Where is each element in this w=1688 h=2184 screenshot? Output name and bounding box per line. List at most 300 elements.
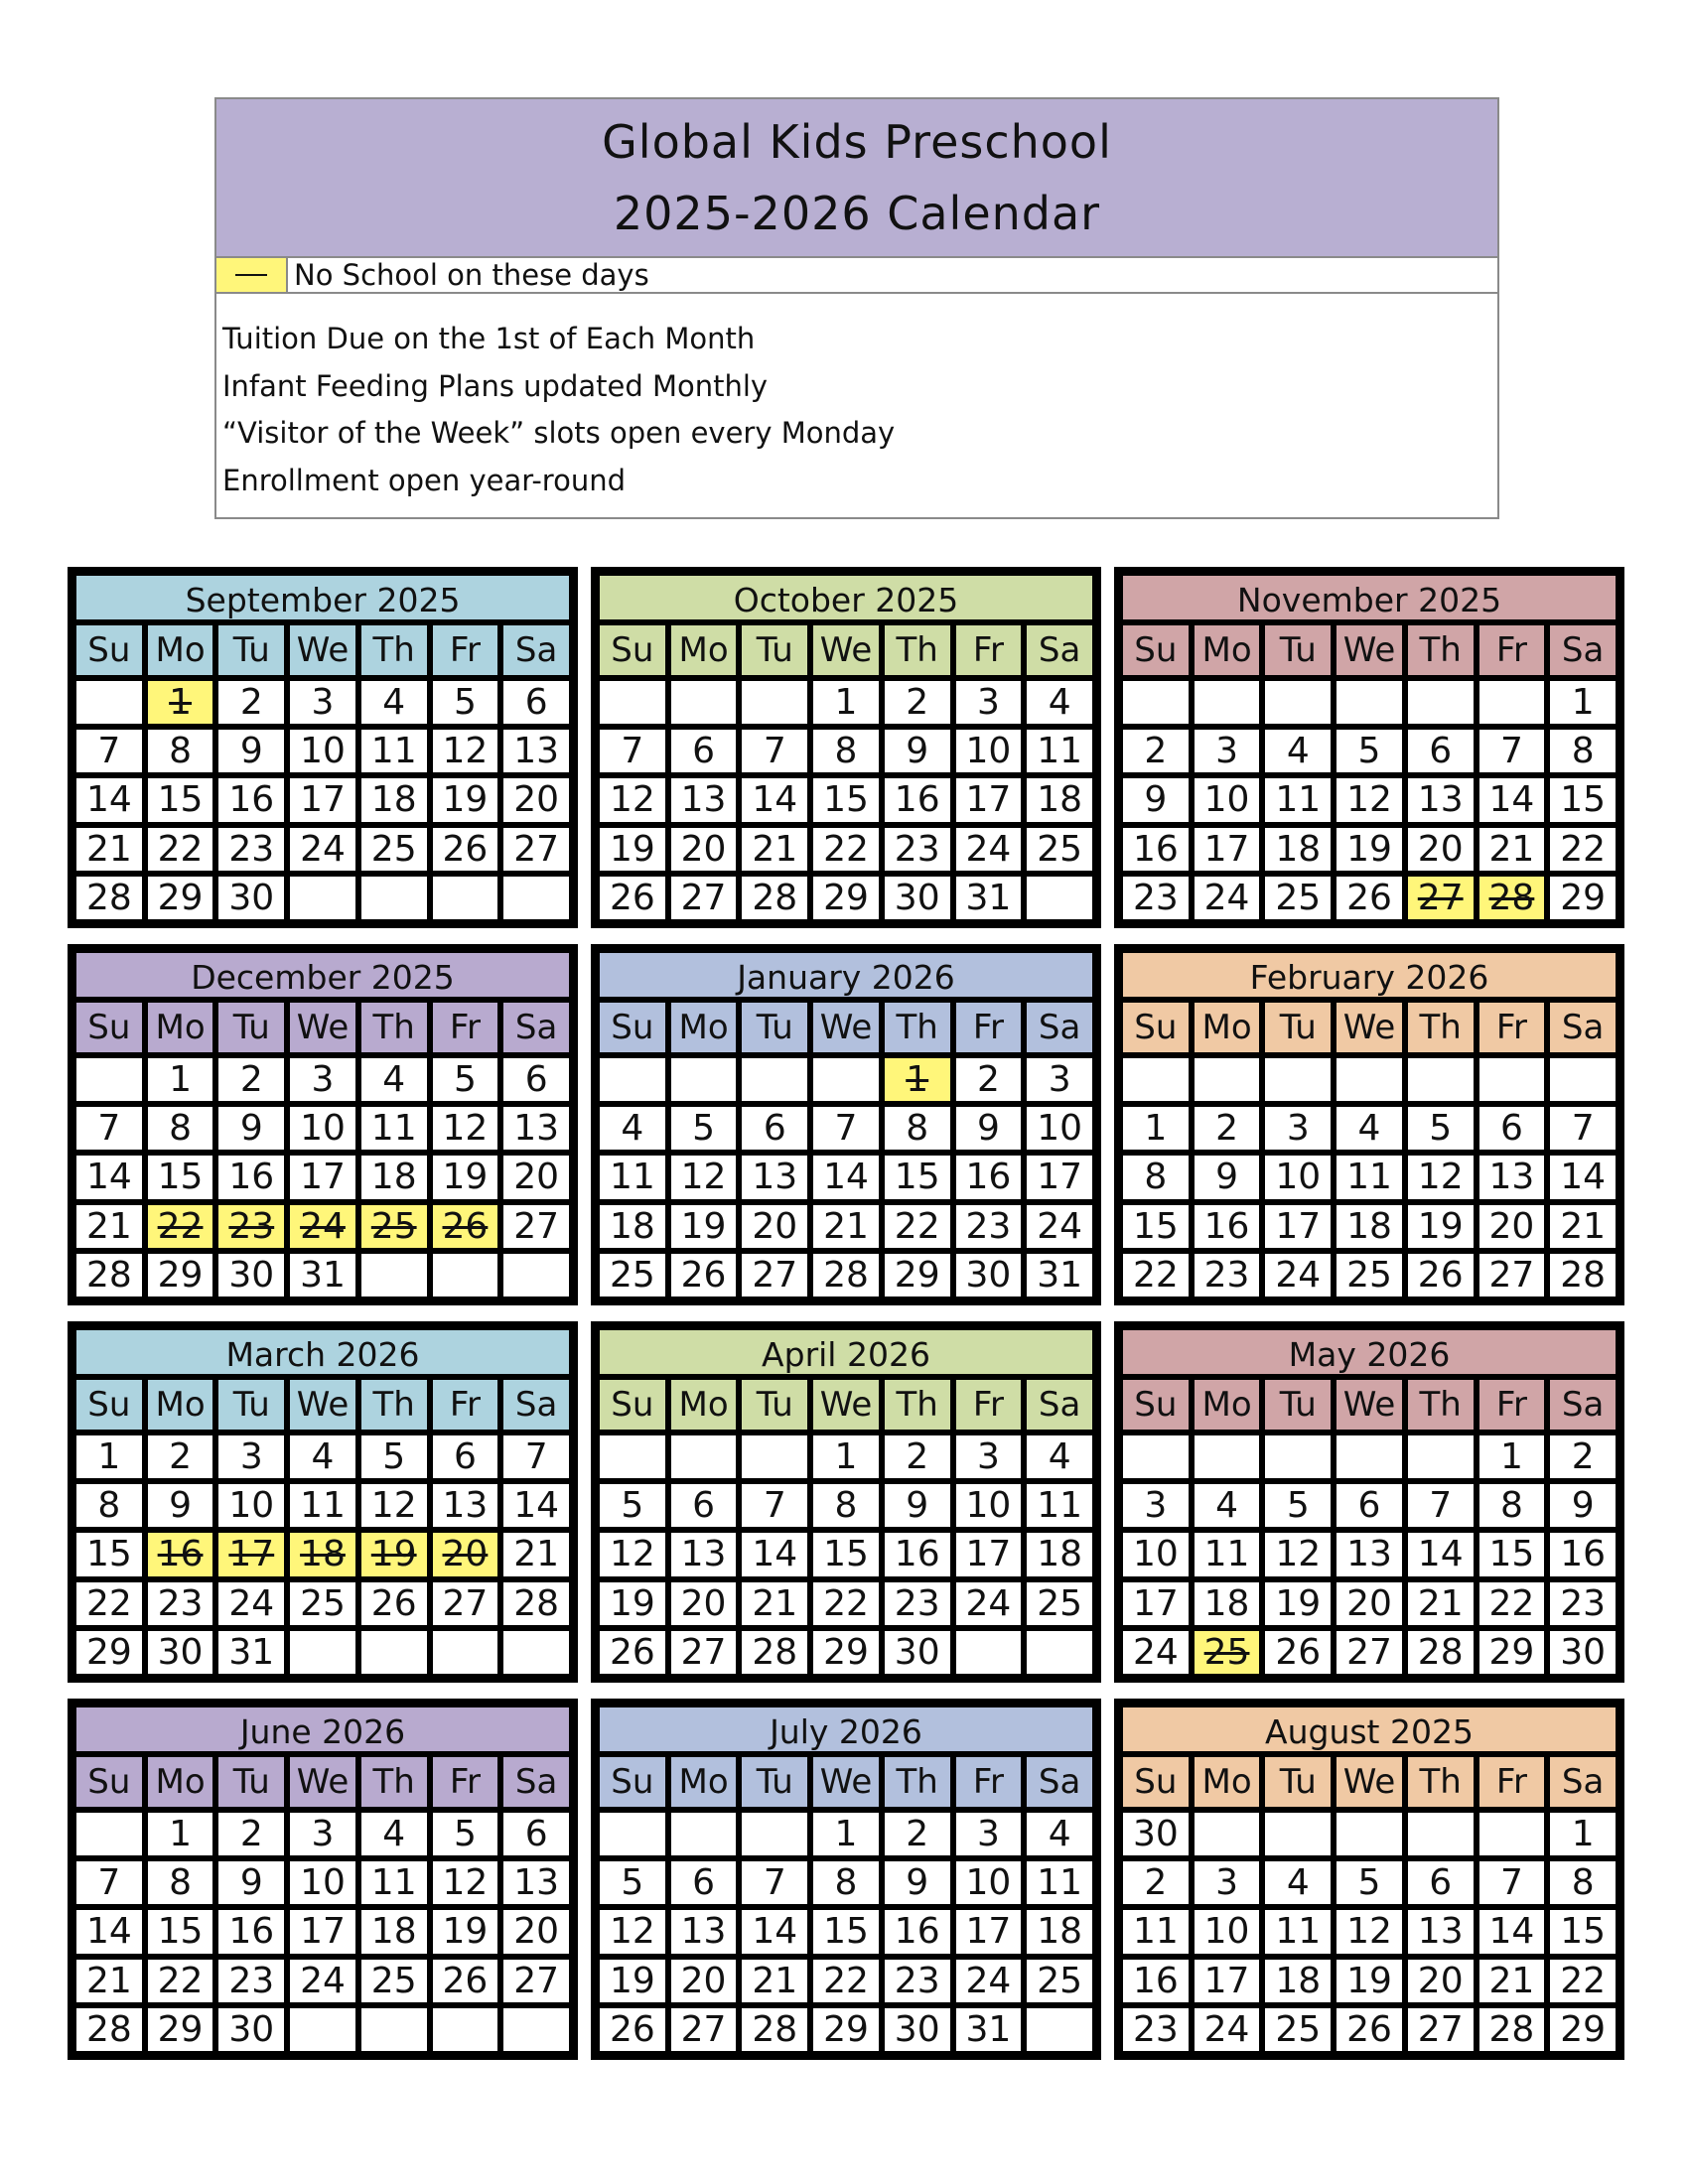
day-cell: 1	[148, 1058, 213, 1101]
empty-day-cell	[503, 1254, 569, 1297]
weekday-header: Tu	[1265, 625, 1331, 675]
day-cell: 24	[1265, 1254, 1331, 1297]
empty-day-cell	[1027, 877, 1092, 919]
day-cell: 16	[1550, 1533, 1616, 1575]
day-cell: 20	[1408, 828, 1474, 871]
month-calendar	[1114, 944, 1624, 1305]
day-cell: 12	[433, 730, 498, 772]
empty-day-cell	[76, 1813, 142, 1855]
weekday-header: We	[813, 1380, 879, 1430]
empty-day-cell	[361, 2008, 427, 2051]
day-cell: 19	[1336, 1960, 1402, 2002]
day-cell: 13	[671, 778, 737, 821]
day-cell: 19	[1336, 828, 1402, 871]
day-cell: 12	[600, 1533, 665, 1575]
weekday-header: Mo	[671, 1003, 737, 1052]
weekday-header: Sa	[503, 1003, 569, 1052]
empty-day-cell	[433, 1254, 498, 1297]
empty-day-cell	[76, 681, 142, 724]
empty-day-cell	[600, 1435, 665, 1478]
day-cell: 5	[1408, 1107, 1474, 1150]
weekday-header: We	[1336, 1757, 1402, 1807]
day-cell: 29	[1550, 2008, 1616, 2051]
day-cell: 26	[361, 1582, 427, 1625]
day-cell: 27	[1336, 1631, 1402, 1674]
day-cell: 4	[1027, 1435, 1092, 1478]
empty-day-cell	[1336, 1435, 1402, 1478]
day-cell: 28	[1479, 877, 1545, 919]
empty-day-cell	[1265, 1435, 1331, 1478]
day-cell: 17	[1265, 1205, 1331, 1248]
day-cell: 30	[885, 877, 950, 919]
day-cell: 25	[290, 1582, 355, 1625]
empty-day-cell	[433, 2008, 498, 2051]
day-cell: 9	[218, 1107, 284, 1150]
day-cell: 8	[148, 1107, 213, 1150]
weekday-header: Mo	[671, 1757, 737, 1807]
day-cell: 21	[1550, 1205, 1616, 1248]
day-cell: 22	[148, 1205, 213, 1248]
empty-day-cell	[1123, 1058, 1189, 1101]
day-cell: 17	[1195, 828, 1260, 871]
day-cell: 29	[813, 1631, 879, 1674]
empty-day-cell	[1408, 1813, 1474, 1855]
empty-day-cell	[361, 877, 427, 919]
day-cell: 4	[1027, 681, 1092, 724]
weekday-header: Sa	[1550, 1003, 1616, 1052]
weekday-header: We	[290, 1003, 355, 1052]
day-cell: 3	[290, 681, 355, 724]
weekday-header: Sa	[1550, 625, 1616, 675]
month-calendar	[591, 944, 1101, 1305]
day-cell: 11	[1123, 1910, 1189, 1953]
day-cell: 6	[503, 1058, 569, 1101]
day-cell: 29	[148, 877, 213, 919]
day-cell: 24	[290, 1960, 355, 2002]
empty-day-cell	[1195, 1435, 1260, 1478]
day-cell: 19	[671, 1205, 737, 1248]
day-cell: 14	[742, 1533, 807, 1575]
weekday-header: Sa	[503, 625, 569, 675]
day-cell: 5	[433, 1058, 498, 1101]
day-cell: 31	[956, 877, 1022, 919]
day-cell: 18	[361, 1156, 427, 1198]
day-cell: 10	[290, 1861, 355, 1904]
day-cell: 14	[1479, 1910, 1545, 1953]
empty-day-cell	[1479, 681, 1545, 724]
day-cell: 2	[1550, 1435, 1616, 1478]
day-cell: 4	[1265, 1861, 1331, 1904]
day-cell: 3	[218, 1435, 284, 1478]
day-cell: 26	[1265, 1631, 1331, 1674]
day-cell: 19	[600, 828, 665, 871]
day-cell: 28	[1550, 1254, 1616, 1297]
day-cell: 30	[218, 1254, 284, 1297]
weekday-header: Sa	[1550, 1380, 1616, 1430]
day-cell: 19	[433, 778, 498, 821]
day-cell: 12	[1336, 778, 1402, 821]
day-cell: 17	[1195, 1960, 1260, 2002]
day-cell: 7	[1408, 1484, 1474, 1527]
empty-day-cell	[671, 681, 737, 724]
weekday-header: Fr	[433, 625, 498, 675]
day-cell: 1	[1550, 681, 1616, 724]
day-cell: 14	[76, 1910, 142, 1953]
day-cell: 29	[148, 1254, 213, 1297]
day-cell: 25	[1265, 2008, 1331, 2051]
day-cell: 3	[1195, 730, 1260, 772]
day-cell: 22	[1123, 1254, 1189, 1297]
day-cell: 11	[361, 1861, 427, 1904]
day-cell: 31	[218, 1631, 284, 1674]
month-title: August 2025	[1123, 1707, 1616, 1751]
day-cell: 21	[813, 1205, 879, 1248]
no-school-swatch	[216, 258, 288, 292]
day-cell: 10	[1027, 1107, 1092, 1150]
empty-day-cell	[1408, 1435, 1474, 1478]
empty-day-cell	[1408, 1058, 1474, 1101]
day-cell: 29	[885, 1254, 950, 1297]
day-cell: 6	[1408, 1861, 1474, 1904]
day-cell: 15	[813, 778, 879, 821]
empty-day-cell	[600, 681, 665, 724]
day-cell: 23	[148, 1582, 213, 1625]
day-cell: 9	[885, 1484, 950, 1527]
day-cell: 16	[1123, 828, 1189, 871]
day-cell: 7	[742, 1484, 807, 1527]
day-cell: 2	[218, 681, 284, 724]
day-cell: 15	[148, 778, 213, 821]
day-cell: 21	[742, 1582, 807, 1625]
empty-day-cell	[671, 1058, 737, 1101]
day-cell: 12	[1265, 1533, 1331, 1575]
weekday-header: Mo	[148, 1380, 213, 1430]
day-cell: 22	[813, 828, 879, 871]
weekday-header: Su	[76, 1757, 142, 1807]
empty-day-cell	[1123, 681, 1189, 724]
day-cell: 3	[956, 1813, 1022, 1855]
day-cell: 29	[1550, 877, 1616, 919]
day-cell: 4	[1265, 730, 1331, 772]
month-title: October 2025	[600, 576, 1092, 619]
weekday-header: We	[1336, 625, 1402, 675]
day-cell: 16	[218, 1910, 284, 1953]
day-cell: 27	[742, 1254, 807, 1297]
weekday-header: Tu	[742, 1003, 807, 1052]
day-cell: 18	[600, 1205, 665, 1248]
month-calendar	[68, 567, 578, 928]
day-cell: 23	[218, 1205, 284, 1248]
day-cell: 7	[76, 1861, 142, 1904]
day-cell: 24	[218, 1582, 284, 1625]
day-cell: 4	[1027, 1813, 1092, 1855]
day-cell: 6	[671, 1861, 737, 1904]
empty-day-cell	[1265, 681, 1331, 724]
day-cell: 9	[885, 1861, 950, 1904]
day-cell: 25	[361, 1205, 427, 1248]
day-cell: 20	[503, 778, 569, 821]
day-cell: 13	[433, 1484, 498, 1527]
day-cell: 10	[1195, 778, 1260, 821]
note-enrollment: Enrollment open year-round	[222, 463, 626, 497]
day-cell: 7	[1479, 1861, 1545, 1904]
day-cell: 10	[1265, 1156, 1331, 1198]
weekday-header: We	[1336, 1003, 1402, 1052]
empty-day-cell	[671, 1435, 737, 1478]
day-cell: 30	[218, 2008, 284, 2051]
day-cell: 25	[1027, 828, 1092, 871]
day-cell: 17	[956, 1533, 1022, 1575]
day-cell: 18	[1336, 1205, 1402, 1248]
day-cell: 30	[148, 1631, 213, 1674]
day-cell: 25	[1027, 1960, 1092, 2002]
day-cell: 22	[813, 1960, 879, 2002]
month-calendar	[1114, 567, 1624, 928]
weekday-header: Th	[1408, 625, 1474, 675]
day-cell: 26	[671, 1254, 737, 1297]
weekday-header: Fr	[1479, 1003, 1545, 1052]
day-cell: 27	[503, 828, 569, 871]
day-cell: 9	[956, 1107, 1022, 1150]
day-cell: 26	[1336, 877, 1402, 919]
day-cell: 9	[1195, 1156, 1260, 1198]
month-title: November 2025	[1123, 576, 1616, 619]
day-cell: 23	[1550, 1582, 1616, 1625]
title-banner	[216, 99, 1497, 258]
day-cell: 1	[1479, 1435, 1545, 1478]
day-cell: 10	[956, 1861, 1022, 1904]
day-cell: 3	[1027, 1058, 1092, 1101]
day-cell: 23	[956, 1205, 1022, 1248]
day-cell: 28	[1408, 1631, 1474, 1674]
notes-list	[216, 294, 1497, 504]
weekday-header: Sa	[503, 1757, 569, 1807]
day-cell: 1	[885, 1058, 950, 1101]
day-cell: 10	[956, 1484, 1022, 1527]
day-cell: 10	[1123, 1533, 1189, 1575]
day-cell: 8	[813, 730, 879, 772]
day-cell: 6	[1408, 730, 1474, 772]
day-cell: 24	[956, 828, 1022, 871]
note-visitor: “Visitor of the Week” slots open every Monday	[222, 416, 896, 450]
weekday-header: Su	[76, 1380, 142, 1430]
day-cell: 4	[1336, 1107, 1402, 1150]
month-title: February 2026	[1123, 953, 1616, 997]
legend	[216, 258, 1497, 294]
day-cell: 3	[956, 1435, 1022, 1478]
weekday-header: Mo	[148, 625, 213, 675]
day-cell: 2	[1123, 1861, 1189, 1904]
weekday-header: Fr	[956, 1380, 1022, 1430]
day-cell: 11	[1265, 778, 1331, 821]
weekday-header: Su	[76, 1003, 142, 1052]
day-cell: 18	[290, 1533, 355, 1575]
day-cell: 14	[1479, 778, 1545, 821]
day-cell: 29	[148, 2008, 213, 2051]
day-cell: 22	[1479, 1582, 1545, 1625]
day-cell: 2	[148, 1435, 213, 1478]
day-cell: 1	[148, 681, 213, 724]
day-cell: 15	[148, 1156, 213, 1198]
day-cell: 14	[1550, 1156, 1616, 1198]
day-cell: 22	[76, 1582, 142, 1625]
weekday-header: Su	[1123, 1757, 1189, 1807]
day-cell: 25	[1027, 1582, 1092, 1625]
weekday-header: We	[290, 1757, 355, 1807]
day-cell: 6	[503, 1813, 569, 1855]
day-cell: 20	[1336, 1582, 1402, 1625]
day-cell: 16	[1123, 1960, 1189, 2002]
day-cell: 22	[1550, 828, 1616, 871]
weekday-header: Su	[600, 1380, 665, 1430]
day-cell: 14	[76, 778, 142, 821]
day-cell: 20	[503, 1910, 569, 1953]
day-cell: 18	[1027, 1910, 1092, 1953]
empty-day-cell	[433, 877, 498, 919]
day-cell: 16	[885, 1533, 950, 1575]
day-cell: 19	[1408, 1205, 1474, 1248]
day-cell: 29	[813, 2008, 879, 2051]
day-cell: 3	[956, 681, 1022, 724]
day-cell: 18	[1265, 828, 1331, 871]
weekday-header: Tu	[218, 1757, 284, 1807]
day-cell: 5	[600, 1484, 665, 1527]
day-cell: 28	[742, 2008, 807, 2051]
day-cell: 24	[1027, 1205, 1092, 1248]
month-title: May 2026	[1123, 1330, 1616, 1374]
day-cell: 28	[1479, 2008, 1545, 2051]
day-cell: 16	[956, 1156, 1022, 1198]
day-cell: 2	[885, 1435, 950, 1478]
day-cell: 15	[813, 1533, 879, 1575]
weekday-header: Mo	[1195, 625, 1260, 675]
day-cell: 23	[885, 828, 950, 871]
day-cell: 10	[218, 1484, 284, 1527]
empty-day-cell	[1265, 1058, 1331, 1101]
day-cell: 9	[218, 730, 284, 772]
day-cell: 18	[1027, 778, 1092, 821]
day-cell: 5	[433, 681, 498, 724]
day-cell: 3	[1265, 1107, 1331, 1150]
day-cell: 8	[1123, 1156, 1189, 1198]
day-cell: 14	[742, 778, 807, 821]
month-title: January 2026	[600, 953, 1092, 997]
day-cell: 20	[671, 1960, 737, 2002]
note-tuition: Tuition Due on the 1st of Each Month	[222, 322, 756, 355]
day-cell: 30	[1123, 1813, 1189, 1855]
day-cell: 19	[600, 1960, 665, 2002]
day-cell: 7	[742, 730, 807, 772]
day-cell: 9	[148, 1484, 213, 1527]
day-cell: 19	[433, 1156, 498, 1198]
day-cell: 2	[218, 1058, 284, 1101]
weekday-header: Sa	[1027, 1380, 1092, 1430]
day-cell: 24	[956, 1960, 1022, 2002]
day-cell: 7	[813, 1107, 879, 1150]
day-cell: 1	[813, 1813, 879, 1855]
day-cell: 21	[76, 1205, 142, 1248]
day-cell: 28	[76, 877, 142, 919]
weekday-header: Su	[76, 625, 142, 675]
day-cell: 23	[885, 1582, 950, 1625]
day-cell: 2	[885, 1813, 950, 1855]
day-cell: 18	[361, 778, 427, 821]
day-cell: 22	[813, 1582, 879, 1625]
day-cell: 28	[503, 1582, 569, 1625]
day-cell: 2	[956, 1058, 1022, 1101]
day-cell: 29	[1479, 1631, 1545, 1674]
month-title: April 2026	[600, 1330, 1092, 1374]
weekday-header: Tu	[1265, 1003, 1331, 1052]
month-calendar	[591, 1699, 1101, 2060]
day-cell: 24	[956, 1582, 1022, 1625]
day-cell: 7	[600, 730, 665, 772]
weekday-header: Tu	[218, 625, 284, 675]
day-cell: 1	[1550, 1813, 1616, 1855]
weekday-header: Tu	[1265, 1757, 1331, 1807]
day-cell: 26	[600, 877, 665, 919]
day-cell: 22	[148, 828, 213, 871]
note-feeding: Infant Feeding Plans updated Monthly	[222, 368, 769, 403]
day-cell: 1	[76, 1435, 142, 1478]
day-cell: 6	[503, 681, 569, 724]
day-cell: 13	[671, 1910, 737, 1953]
day-cell: 7	[76, 1107, 142, 1150]
empty-day-cell	[1195, 681, 1260, 724]
empty-day-cell	[290, 2008, 355, 2051]
day-cell: 7	[1550, 1107, 1616, 1150]
day-cell: 21	[76, 1960, 142, 2002]
day-cell: 11	[361, 1107, 427, 1150]
empty-day-cell	[956, 1631, 1022, 1674]
day-cell: 21	[1479, 1960, 1545, 2002]
month-calendar	[1114, 1699, 1624, 2060]
day-cell: 25	[1336, 1254, 1402, 1297]
empty-day-cell	[1195, 1058, 1260, 1101]
weekday-header: Tu	[1265, 1380, 1331, 1430]
day-cell: 6	[433, 1435, 498, 1478]
day-cell: 11	[1027, 1861, 1092, 1904]
weekday-header: Tu	[218, 1003, 284, 1052]
day-cell: 5	[1336, 1861, 1402, 1904]
day-cell: 12	[433, 1861, 498, 1904]
empty-day-cell	[503, 2008, 569, 2051]
day-cell: 7	[76, 730, 142, 772]
empty-day-cell	[1479, 1813, 1545, 1855]
day-cell: 11	[1195, 1533, 1260, 1575]
day-cell: 26	[1336, 2008, 1402, 2051]
empty-day-cell	[742, 1813, 807, 1855]
empty-day-cell	[1479, 1058, 1545, 1101]
empty-day-cell	[671, 1813, 737, 1855]
weekday-header: Th	[885, 1757, 950, 1807]
day-cell: 5	[1336, 730, 1402, 772]
day-cell: 27	[1408, 877, 1474, 919]
day-cell: 12	[433, 1107, 498, 1150]
day-cell: 18	[1195, 1582, 1260, 1625]
day-cell: 26	[433, 1960, 498, 2002]
day-cell: 28	[742, 1631, 807, 1674]
day-cell: 3	[1195, 1861, 1260, 1904]
day-cell: 8	[1550, 1861, 1616, 1904]
month-title: December 2025	[76, 953, 569, 997]
day-cell: 27	[1408, 2008, 1474, 2051]
month-title: September 2025	[76, 576, 569, 619]
day-cell: 21	[1408, 1582, 1474, 1625]
empty-day-cell	[1195, 1813, 1260, 1855]
day-cell: 6	[671, 730, 737, 772]
day-cell: 23	[218, 828, 284, 871]
